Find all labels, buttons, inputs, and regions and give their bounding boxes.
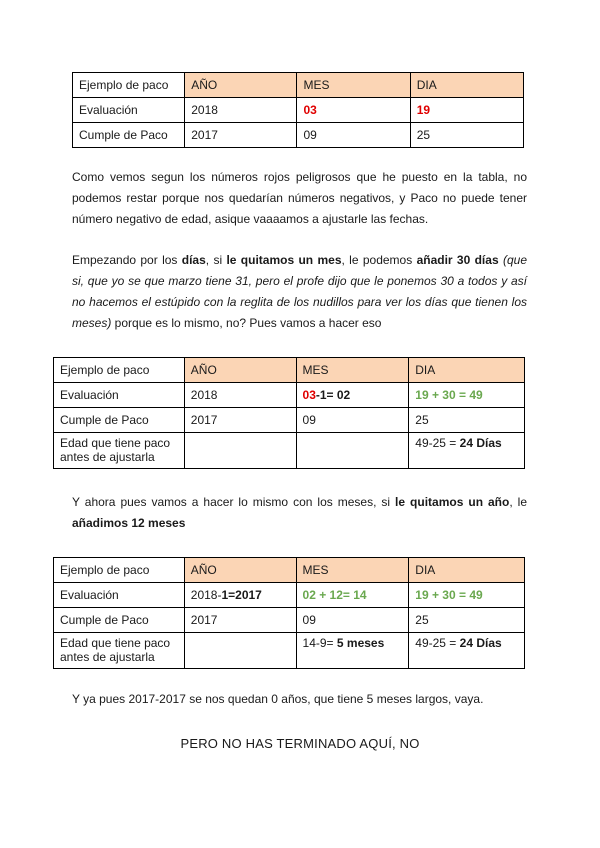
text: , si: [205, 253, 227, 267]
label-line: antes de ajustarla: [60, 650, 155, 664]
dia-bold: 24 Días: [459, 636, 502, 650]
table-row: [54, 583, 525, 608]
table-row: [54, 608, 525, 633]
text: Y ahora pues vamos a hacer lo mismo con los meses, si: [72, 495, 396, 509]
header-mes: MES: [297, 73, 410, 98]
header-mes: MES: [296, 558, 409, 583]
row-label: Evaluación: [73, 98, 185, 123]
text: porque es lo mismo, no? Pues vamos a hacer eso: [111, 316, 382, 330]
cell-mes: [296, 433, 409, 469]
mes-prefix: 14-9=: [302, 636, 337, 650]
cell-mes: 09: [296, 408, 409, 433]
mes-red: 03: [302, 388, 316, 402]
cell-anio: 2017: [184, 408, 296, 433]
cell-anio: [184, 633, 296, 669]
dia-prefix: 49-25 =: [415, 436, 460, 450]
paragraph-4: Y ya pues 2017-2017 se nos quedan 0 años, que tiene 5 meses largos, vaya.: [72, 692, 484, 706]
header-ejemplo: Ejemplo de paco: [54, 358, 185, 383]
header-ejemplo: Ejemplo de paco: [73, 73, 185, 98]
table-3: [53, 557, 525, 669]
mes-rest: -1= 02: [315, 388, 351, 402]
label-line: Edad que tiene paco: [60, 436, 171, 450]
bold-text: añadir 30 días: [416, 253, 499, 267]
paragraph-3: [72, 492, 527, 534]
row-label: Evaluación: [54, 383, 185, 408]
cell-dia: [409, 433, 525, 469]
bold-text: días: [181, 253, 206, 267]
table-header-row: [54, 358, 525, 383]
cell-anio: 2017: [184, 608, 296, 633]
table-header-row: [54, 558, 525, 583]
row-label: [54, 633, 185, 669]
cell-dia: 19 + 30 = 49: [409, 383, 525, 408]
cell-dia: 25: [409, 608, 525, 633]
table-row: [54, 633, 525, 669]
row-label: Cumple de Paco: [73, 123, 185, 148]
bold-text: añadimos 12 meses: [72, 516, 186, 530]
closing-title: PERO NO HAS TERMINADO AQUÍ, NO: [180, 736, 420, 751]
row-label: [54, 433, 185, 469]
bold-text: le quitamos un mes: [226, 253, 342, 267]
cell-mes: 02 + 12= 14: [296, 583, 409, 608]
row-label: Cumple de Paco: [54, 608, 185, 633]
cell-anio: [184, 433, 296, 469]
cell-mes: 09: [297, 123, 410, 148]
label-line: antes de ajustarla: [60, 450, 155, 464]
row-label: Cumple de Paco: [54, 408, 185, 433]
header-dia: DIA: [409, 558, 525, 583]
header-anio: AÑO: [184, 558, 296, 583]
italic-text: (que si, que yo se que marzo tiene 31, pero el profe dijo que le ponemos 30 a todos y así no hacemos el estúpido con la reglita de los nudillos para ver los días que tienen los meses): [72, 253, 527, 330]
cell-anio: 2018: [185, 98, 297, 123]
header-dia: DIA: [410, 73, 523, 98]
paragraph-2: [72, 250, 527, 334]
header-anio: AÑO: [185, 73, 297, 98]
cell-dia: 19 + 30 = 49: [409, 583, 525, 608]
dia-bold: 24 Días: [459, 436, 502, 450]
anio-prefix: 2018-: [190, 588, 222, 602]
table-row: [54, 433, 525, 469]
anio-bold: 1=2017: [221, 588, 262, 602]
header-mes: MES: [296, 358, 409, 383]
cell-anio: [184, 583, 296, 608]
cell-dia: 25: [409, 408, 525, 433]
cell-anio: 2017: [185, 123, 297, 148]
table-row: [73, 123, 524, 148]
header-anio: AÑO: [184, 358, 296, 383]
cell-anio: 2018: [184, 383, 296, 408]
label-line: Edad que tiene paco: [60, 636, 171, 650]
cell-dia: [409, 633, 525, 669]
text: Empezando por los: [72, 253, 182, 267]
paragraph-1: Como vemos segun los números rojos peligrosos que he puesto en la tabla, no podemos restar porque nos quedarían números negativos, y Paco no puede tener número negativo de edad, asique vaaaamos a ajustarle las fechas.: [72, 170, 527, 226]
bold-text: le quitamos un año: [395, 495, 510, 509]
text: , le: [509, 495, 528, 509]
table-row: [73, 98, 524, 123]
header-dia: DIA: [409, 358, 525, 383]
mes-bold: 5 meses: [336, 636, 385, 650]
row-label: Evaluación: [54, 583, 185, 608]
table-row: [54, 383, 525, 408]
cell-dia: 19: [410, 98, 523, 123]
table-row: [54, 408, 525, 433]
cell-mes: 09: [296, 608, 409, 633]
cell-mes: [296, 633, 409, 669]
cell-dia: 25: [410, 123, 523, 148]
header-ejemplo: Ejemplo de paco: [54, 558, 185, 583]
table-2: [53, 357, 525, 469]
cell-mes: [296, 383, 409, 408]
dia-prefix: 49-25 =: [415, 636, 460, 650]
table-header-row: [73, 73, 524, 98]
table-1: [72, 72, 524, 148]
cell-mes: 03: [297, 98, 410, 123]
text: , le podemos: [341, 253, 417, 267]
